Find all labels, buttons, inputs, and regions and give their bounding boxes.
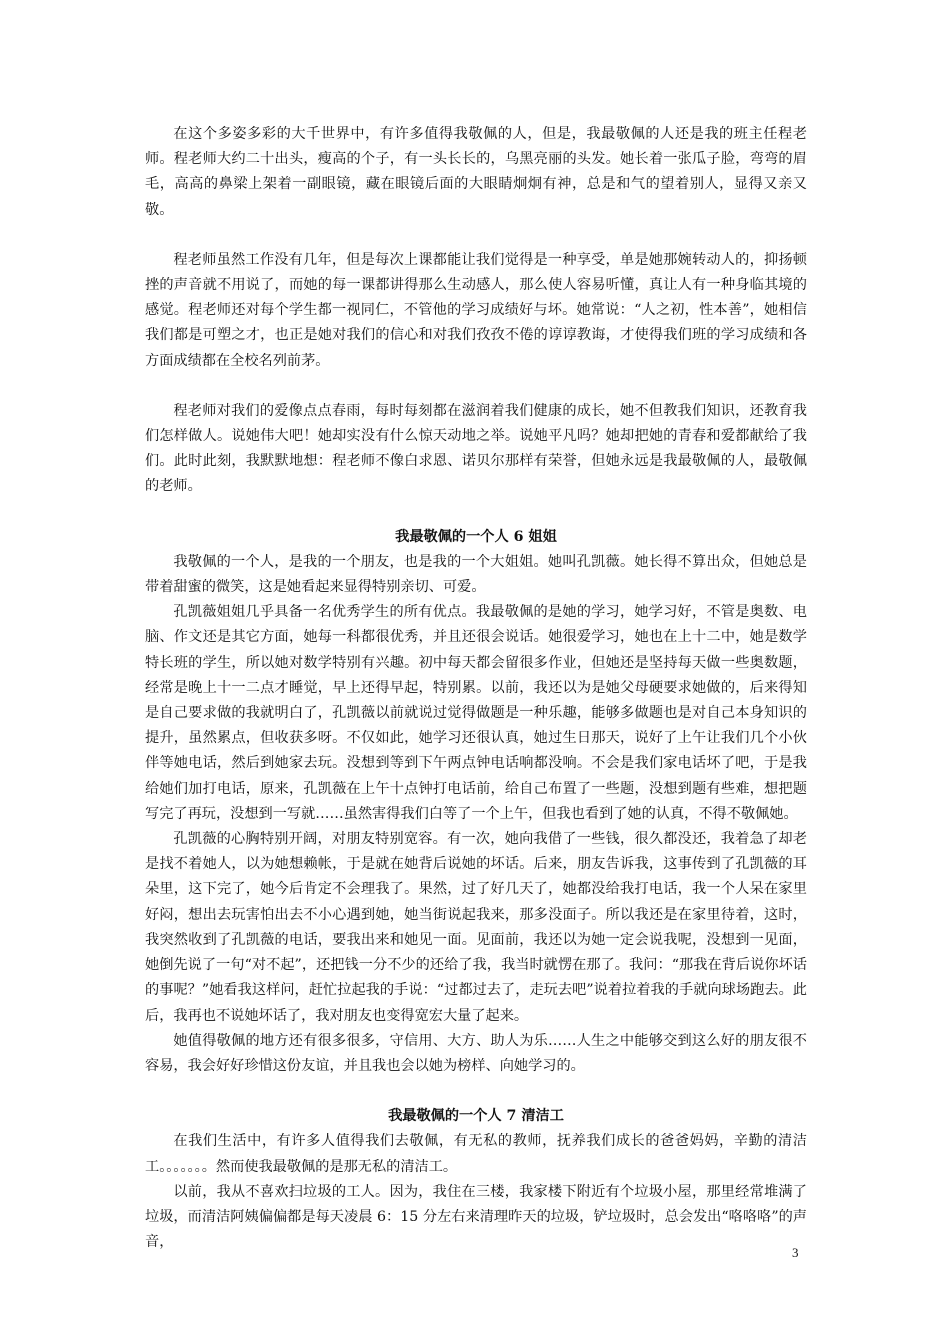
section-title: 我最敬佩的一个人 7 清洁工 xyxy=(388,1108,564,1125)
paragraph: 她值得敬佩的地方还有很多很多，守信用、大方、助人为乐……人生之中能够交到这么好的朋友很不容易，我会好好珍惜这份友谊，并且我也会以她为榜样、向她学习的。 xyxy=(145,1032,807,1074)
paragraph: 程老师对我们的爱像点点春雨，每时每刻都在滋润着我们健康的成长，她不但教我们知识，还教育我们怎样做人。说她伟大吧！她却实没有什么惊天动地之举。说她平凡吗？她却把她的青春和爱都献给了我们。此时此刻，我默默地想：程老师不像白求恩、诺贝尔那样有荣誉，但她永远是我最敬佩的人，最敬佩的老师。 xyxy=(145,402,807,495)
paragraph: 以前，我从不喜欢扫垃圾的工人。因为，我住在三楼，我家楼下附近有个垃圾小屋，那里经常堆满了垃圾，而清洁阿姨偏偏都是每天凌晨 6：15 分左右来清理昨天的垃圾，铲垃圾时，总会发出“咯咯咯”的声音， xyxy=(145,1183,807,1251)
paragraph: 在这个多姿多彩的大千世界中，有许多值得我敬佩的人，但是，我最敬佩的人还是我的班主任程老师。程老师大约二十出头，瘦高的个子，有一头长长的，乌黑亮丽的头发。她长着一张瓜子脸，弯弯的眉毛，高高的鼻梁上架着一副眼镜，藏在眼镜后面的大眼睛炯炯有神，总是和气的望着别人，显得又亲又敬。 xyxy=(145,126,807,218)
paragraph: 在我们生活中，有许多人值得我们去敬佩，有无私的教师，抚养我们成长的爸爸妈妈，辛勤的清洁工。。。。。。。然而使我最敬佩的是那无私的清洁工。 xyxy=(145,1133,807,1175)
page-content xyxy=(145,122,807,1255)
paragraph: 我敬佩的一个人，是我的一个朋友，也是我的一个大姐姐。她叫孔凯薇。她长得不算出众，但她总是带着甜蜜的微笑，这是她看起来显得特别亲切、可爱。 xyxy=(145,553,807,596)
paragraph: 孔凯薇姐姐几乎具备一名优秀学生的所有优点。我最敬佩的是她的学习，她学习好，不管是奥数、电脑、作文还是其它方面，她每一科都很优秀，并且还很会说话。她很爱学习，她也在上十二中，她是数学特长班的学生，所以她对数学特别有兴趣。初中每天都会留很多作业，但她还是坚持每天做一些奥数题，经常是晚上十一二点才睡觉，早上还得早起，特别累。以前，我还以为是她父母硬要求她做的，后来得知是自己要求做的我就明白了，孔凯薇以前就说过觉得做题是一种乐趣，能够多做题也是对自己本身知识的提升，虽然累点，但收获多呀。不仅如此，她学习还很认真，她过生日那天，说好了上午让我们几个小伙伴等她电话，然后到她家去玩。没想到等到下午两点钟电话响都没响。不会是我们家电话坏了吧，于是我给她们加打电话，原来，孔凯薇在上午十点钟打电话前，给自己布置了一些题，没想到题有些难，想把题写完了再玩，没想到一写就……虽然害得我们白等了一个上午，但我也看到了她的认真，不得不敬佩她。 xyxy=(145,604,807,822)
page-number: 3 xyxy=(792,1245,799,1260)
paragraph: 孔凯薇的心胸特别开阔，对朋友特别宽容。有一次，她向我借了一些钱，很久都没还，我着急了却老是找不着她人，以为她想赖帐，于是就在她背后说她的坏话。后来，朋友告诉我，这事传到了孔凯薇的耳朵里，这下完了，她今后肯定不会理我了。果然，过了好几天了，她都没给我打电话，我一个人呆在家里好闷，想出去玩害怕出去不小心遇到她，她当街说起我来，那多没面子。所以我还是在家里待着，这时，我突然收到了孔凯薇的电话，要我出来和她见一面。见面前，我还以为她一定会说我呢，没想到一见面，她倒先说了一句“对不起”，还把钱一分不少的还给了我，我当时就愣在那了。我问：“那我在背后说你坏话的事呢？”她看我这样问，赶忙拉起我的手说：“过都过去了，走玩去吧”说着拉着我的手就向球场跑去。此后，我再也不说她坏话了，我对朋友也变得宽宏大量了起来。 xyxy=(145,831,807,1024)
paragraph: 程老师虽然工作没有几年，但是每次上课都能让我们觉得是一种享受，单是她那婉转动人的，抑扬顿挫的声音就不用说了，而她的每一课都讲得那么生动感人，那么使人容易听懂，真让人有一种身临其境的感觉。程老师还对每个学生都一视同仁，不管他的学习成绩好与坏。她常说：“人之初，性本善”，她相信我们都是可塑之才，也正是她对我们的信心和对我们孜孜不倦的谆谆教诲，才使得我们班的学习成绩和各方面成绩都在全校名列前茅。 xyxy=(145,251,807,369)
section-title: 我最敬佩的一个人 6 姐姐 xyxy=(395,528,557,545)
